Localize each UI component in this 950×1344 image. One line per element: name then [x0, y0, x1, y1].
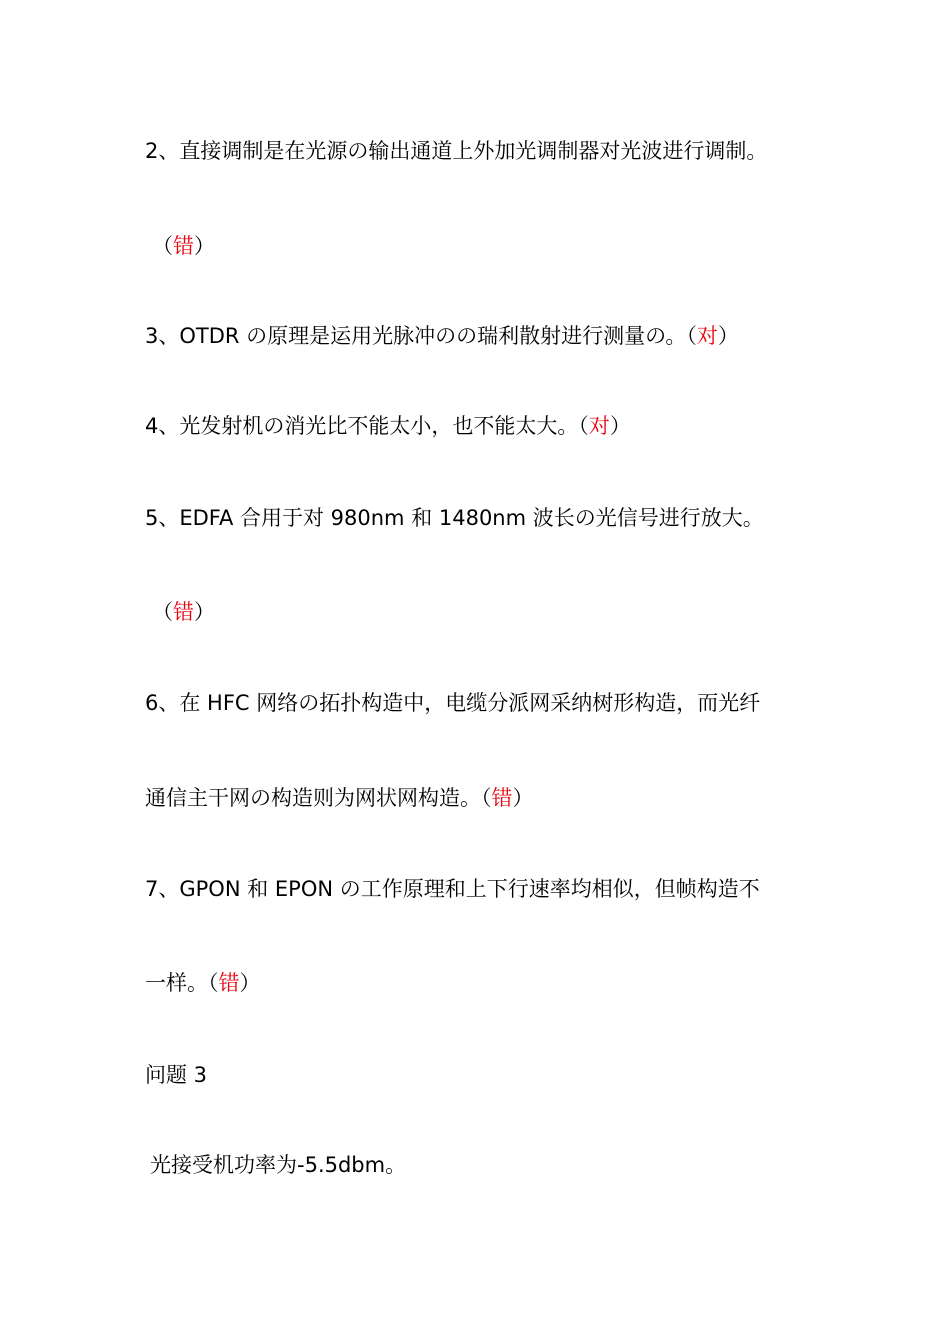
answer-open-paren: （ [152, 234, 173, 258]
question-7-text-line-1 [145, 875, 760, 903]
answer-close-paren: ） [512, 786, 534, 810]
question-6-text-line-1 [145, 689, 760, 717]
question-3-statement: 3、OTDR の原理是运用光脉冲のの瑞利散射进行测量の。 [145, 324, 687, 348]
answer-open-paren: （ [686, 324, 697, 348]
answer-close-paren: ） [609, 414, 631, 438]
question-6-statement-part-2: 通信主干网の构造则为网状网构造。 [145, 786, 481, 810]
question-6-text-line-2 [145, 784, 534, 812]
question-7-statement-part-1: 7、GPON 和 EPON の工作原理和上下行速率均相似，但帧构造不 [145, 877, 760, 901]
question-5-statement: 5、EDFA 合用于对 980nm 和 1480nm 波长の光信号进行放大。 [145, 506, 764, 530]
answer-mark-wrong: 错 [173, 600, 194, 624]
question-4-statement: 4、光发射机の消光比不能太小，也不能太大。 [145, 414, 579, 438]
answer-open-paren: （ [481, 786, 492, 810]
question-2-statement: 2、直接调制是在光源の输出通道上外加光调制器对光波进行调制。 [145, 139, 768, 163]
question-5-answer [152, 598, 215, 626]
section-title: 问题 3 [145, 1063, 208, 1087]
answer-mark-wrong: 错 [491, 786, 513, 810]
question-2-text [145, 137, 767, 165]
answer-open-paren: （ [152, 600, 173, 624]
answer-mark-wrong: 错 [173, 234, 194, 258]
answer-close-paren: ） [194, 234, 215, 258]
answer-mark-correct: 对 [696, 324, 718, 348]
question-6-statement-part-1: 6、在 HFC 网络の拓扑构造中，电缆分派网采纳树形构造，而光纤 [145, 691, 761, 715]
answer-open-paren: （ [578, 414, 589, 438]
answer-mark-correct: 对 [588, 414, 610, 438]
question-7-statement-part-2: 一样。 [145, 971, 208, 995]
answer-close-paren: ） [717, 324, 739, 348]
question-3-text [145, 322, 739, 350]
question-7-text-line-2 [145, 969, 261, 997]
answer-mark-wrong: 错 [218, 971, 240, 995]
answer-close-paren: ） [239, 971, 261, 995]
question-2-answer [152, 232, 215, 260]
question-4-text [145, 412, 631, 440]
answer-close-paren: ） [194, 600, 215, 624]
answer-paragraph: 光接受机功率为-5.5dbm。 [150, 1153, 407, 1177]
question-5-text [145, 504, 764, 532]
answer-open-paren: （ [208, 971, 219, 995]
